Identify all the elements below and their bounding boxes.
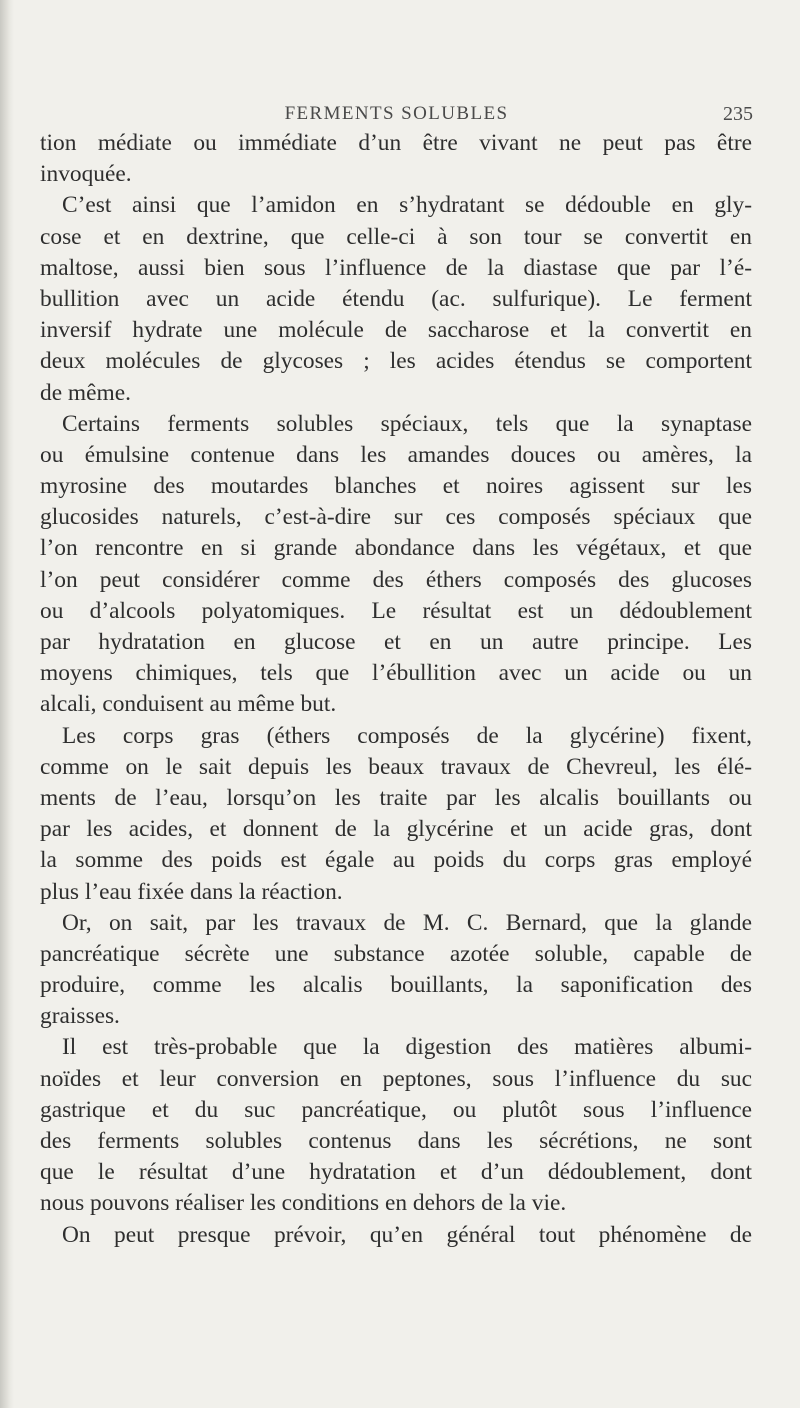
text-line: des ferments solubles contenus dans les sécrétions, ne sont: [40, 1128, 752, 1154]
body-text: [40, 128, 752, 1251]
running-title: FERMENTS SOLUBLES: [284, 103, 509, 124]
text-line: noïdes et leur conversion en peptones, sous l’influence du suc: [40, 1065, 752, 1092]
text-line: pancréatique sécrète une substance azotée soluble, capable de: [40, 940, 752, 967]
text-line: graisses.: [40, 1003, 120, 1030]
text-line: comme on le sait depuis les beaux travaux de Chevreul, les élé-: [40, 753, 752, 780]
text-line: de même.: [40, 379, 131, 406]
text-line: l’on peut considérer comme des éthers composés des glucoses: [40, 566, 752, 593]
text-line: par hydratation en glucose et en un autre principe. Les: [40, 629, 752, 655]
page-gutter-shadow: [0, 0, 14, 1408]
text-line: Certains ferments solubles spéciaux, tels que la synaptase: [62, 410, 752, 437]
running-header: [40, 103, 753, 129]
text-line: ou émulsine contenue dans les amandes douces ou amères, la: [40, 441, 752, 468]
text-line: ou d’alcools polyatomiques. Le résultat est un dédoublement: [40, 597, 752, 624]
text-line: nous pouvons réaliser les conditions en dehors de la vie.: [40, 1190, 567, 1217]
text-line: Or, on sait, par les travaux de M. C. Bernard, que la glande: [62, 909, 752, 936]
text-line: moyens chimiques, tels que l’ébullition avec un acide ou un: [40, 660, 752, 687]
text-line: On peut presque prévoir, qu’en général tout phénomène de: [62, 1221, 752, 1248]
text-line: tion médiate ou immédiate d’un être vivant ne peut pas être: [40, 130, 752, 156]
text-line: la somme des poids est égale au poids du corps gras employé: [40, 847, 752, 874]
text-line: glucosides naturels, c’est-à-dire sur ces composés spéciaux que: [40, 504, 752, 531]
text-line: gastrique et du suc pancréatique, ou plutôt sous l’influence: [40, 1096, 752, 1123]
text-line: invoquée.: [40, 161, 132, 188]
text-line: alcali, conduisent au même but.: [40, 691, 337, 718]
book-page: [40, 0, 800, 1408]
text-line: Il est très-probable que la digestion des matières albumi-: [62, 1034, 752, 1061]
text-line: maltose, aussi bien sous l’influence de la diastase que par l’é-: [40, 254, 752, 281]
text-line: Les corps gras (éthers composés de la glycérine) fixent,: [62, 722, 752, 749]
text-line: l’on rencontre en si grande abondance dans les végétaux, et que: [40, 535, 752, 562]
text-line: produire, comme les alcalis bouillants, la saponification des: [40, 972, 752, 999]
page-number: 235: [723, 103, 753, 125]
text-line: bullition avec un acide étendu (ac. sulfurique). Le ferment: [40, 285, 752, 312]
text-line: par les acides, et donnent de la glycérine et un acide gras, dont: [40, 816, 752, 843]
text-line: C’est ainsi que l’amidon en s’hydratant se dédouble en gly-: [62, 192, 752, 219]
text-line: cose et en dextrine, que celle-ci à son tour se convertit en: [40, 223, 752, 250]
text-line: que le résultat d’une hydratation et d’un dédoublement, dont: [40, 1159, 752, 1186]
text-line: plus l’eau fixée dans la réaction.: [40, 878, 343, 905]
text-line: ments de l’eau, lorsqu’on les traite par les alcalis bouillants ou: [40, 784, 752, 811]
text-line: myrosine des moutardes blanches et noires agissent sur les: [40, 473, 752, 500]
text-line: deux molécules de glycoses ; les acides étendus se comportent: [40, 348, 752, 375]
text-line: inversif hydrate une molécule de saccharose et la convertit en: [40, 317, 752, 344]
